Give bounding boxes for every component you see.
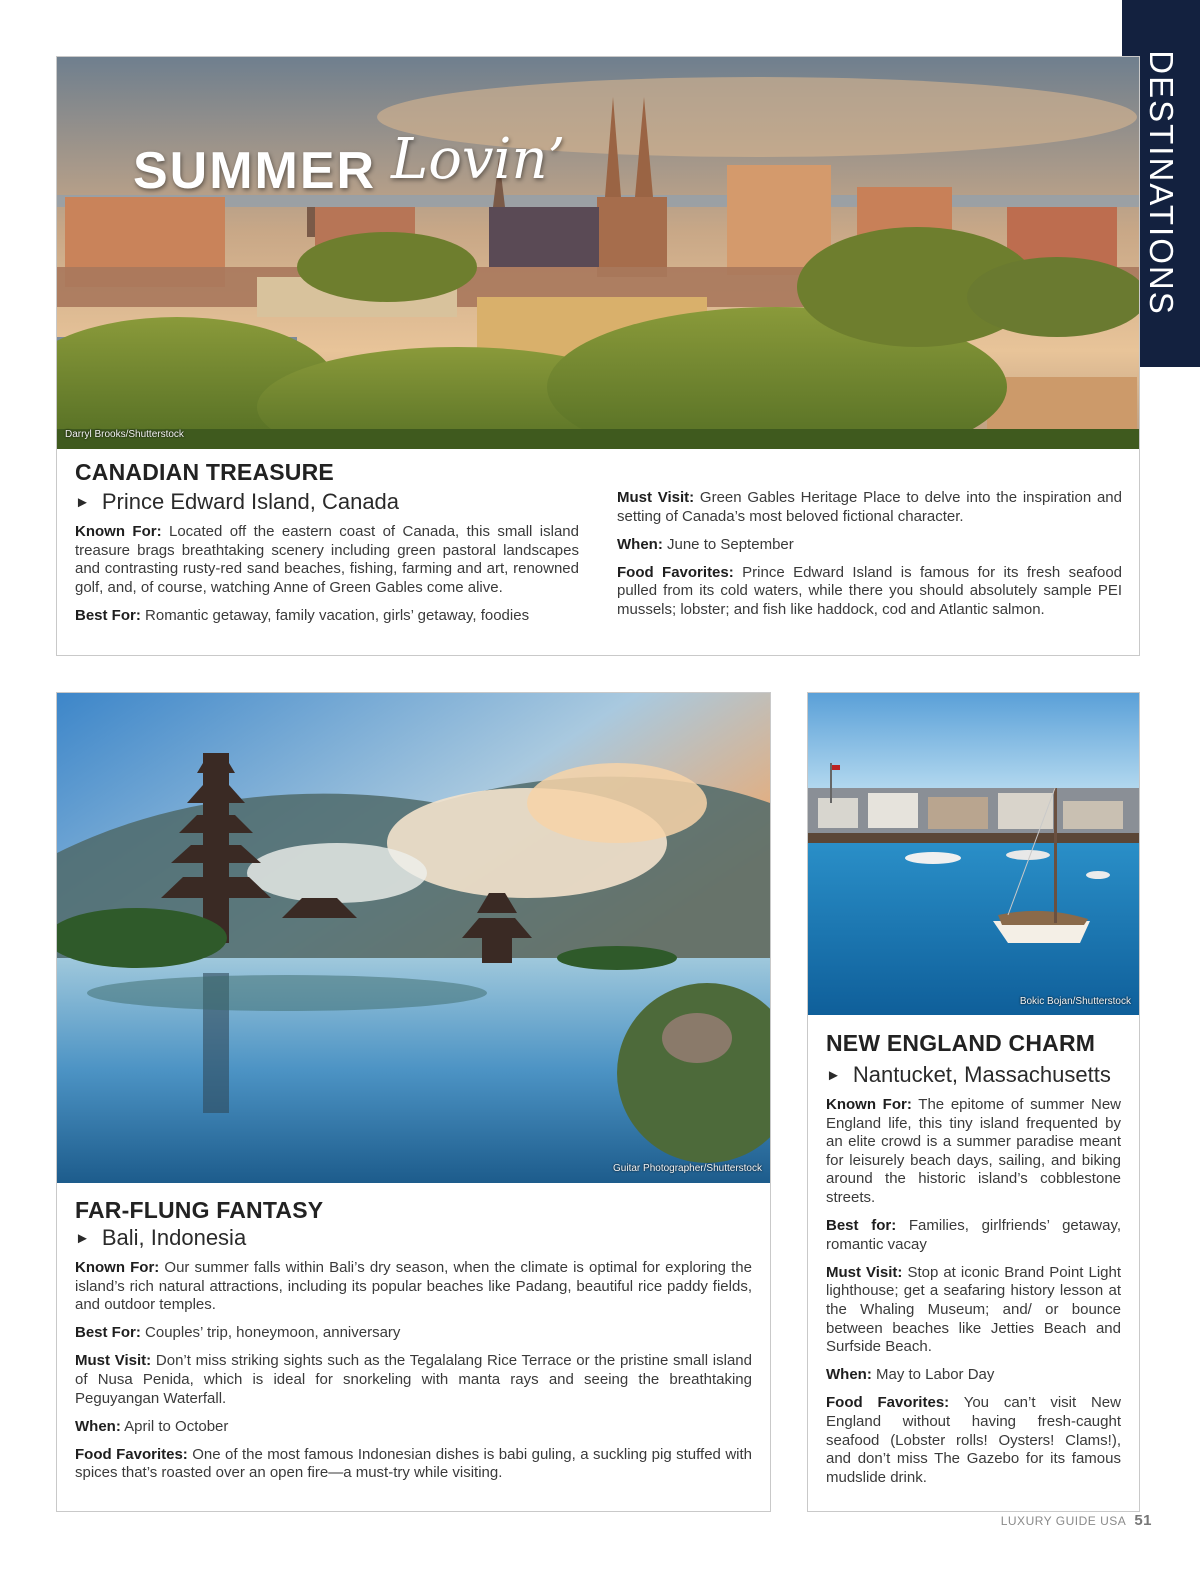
pei-must-visit: [617, 489, 1122, 526]
nantucket-harbor-illustration: [808, 693, 1139, 1015]
bali-must-visit: [75, 1352, 752, 1408]
nantucket-best-for: [826, 1217, 1121, 1254]
best-text: Couples’ trip, honeymoon, anniversary: [145, 1324, 401, 1342]
nantucket-headline: NEW ENGLAND CHARM: [826, 1030, 1096, 1056]
nantucket-photo-credit: Bokic Bojan/Shutterstock: [1019, 996, 1131, 1007]
pei-left-column: [75, 523, 579, 635]
known-text: The epitome of summer New England life, this tiny island frequented by an elite crowd is a summer paradise meant for leisurely beach days, sailing, and biking around the historic island’s cobblestone streets.: [826, 1096, 1121, 1206]
known-label: Known For:: [75, 523, 162, 540]
nantucket-must-visit: [826, 1264, 1121, 1357]
food-label: Food Favorites:: [617, 563, 734, 581]
pei-photo-credit: Darryl Brooks/Shutterstock: [65, 429, 184, 440]
publication-name: LUXURY GUIDE USA: [1000, 1514, 1127, 1528]
pei-when: [617, 536, 1122, 555]
food-label: Food Favorites:: [826, 1394, 950, 1412]
nantucket-card: [807, 692, 1140, 1512]
when-text: May to Labor Day: [876, 1366, 995, 1384]
triangle-right-icon: ►: [75, 1230, 90, 1247]
pei-best-for: [75, 607, 579, 626]
pei-right-column: [617, 489, 1122, 629]
section-tab-label: DESTINATIONS: [1143, 50, 1180, 316]
bali-photo-credit: Guitar Photographer/Shutterstock: [613, 1163, 762, 1174]
must-text: Stop at iconic Brand Point Light lighthouse; get a seafaring history lesson at the Whaling Museum; and/ or bounce between beaches like Jetties Beach and Surfside Beach.: [826, 1263, 1122, 1356]
pei-photo: [57, 57, 1139, 449]
best-label: Best for:: [826, 1217, 897, 1235]
best-label: Best For:: [75, 606, 141, 624]
bali-photo: [57, 693, 770, 1183]
title-main: SUMMER: [133, 142, 377, 200]
bali-location-text: Bali, Indonesia: [101, 1225, 247, 1250]
page-title: [133, 127, 566, 201]
must-label: Must Visit:: [617, 489, 695, 506]
page-footer: [1001, 1512, 1152, 1529]
pei-location-text: Prince Edward Island, Canada: [101, 489, 400, 514]
nantucket-location-text: Nantucket, Massachusetts: [852, 1062, 1111, 1087]
known-label: Known For:: [826, 1096, 912, 1113]
best-label: Best For:: [75, 1324, 141, 1342]
triangle-right-icon: ►: [826, 1067, 841, 1084]
nantucket-text-column: [826, 1096, 1121, 1497]
known-label: Known For:: [75, 1259, 160, 1276]
bali-food-favorites: [75, 1446, 752, 1483]
best-text: Families, girlfriends’ getaway, romantic vacay: [826, 1217, 1121, 1253]
when-label: When:: [75, 1417, 121, 1435]
must-label: Must Visit:: [75, 1352, 152, 1370]
bali-location: [75, 1225, 246, 1251]
when-text: April to October: [124, 1417, 229, 1435]
when-label: When:: [617, 535, 663, 553]
when-text: June to September: [667, 535, 794, 553]
page-number: 51: [1134, 1512, 1152, 1529]
nantucket-photo: [808, 693, 1139, 1015]
nantucket-location: [826, 1062, 1111, 1088]
bali-best-for: [75, 1324, 752, 1343]
title-script: Lovin’: [391, 127, 566, 192]
bali-when: [75, 1418, 752, 1437]
known-text: Located off the eastern coast of Canada, this small island treasure brags breathtaking scenery including green pastoral landscapes and contrasting rusty-red sand beaches, fishing, farming and art, renowned golf, and, of course, watching Anne of Green Gables come alive.: [75, 523, 579, 596]
must-text: Don’t miss striking sights such as the Tegalalang Rice Terrace or the pristine small island of Nusa Penida, which is ideal for snorkeling with manta rays and seeing the breathtaking Peguyangan Waterfall.: [75, 1352, 752, 1407]
bali-text-column: [75, 1259, 752, 1492]
when-label: When:: [826, 1366, 872, 1384]
pei-food-favorites: [617, 564, 1122, 620]
food-label: Food Favorites:: [75, 1445, 188, 1463]
nantucket-food-favorites: [826, 1394, 1121, 1487]
bali-card: [56, 692, 771, 1512]
best-text: Romantic getaway, family vacation, girls’ getaway, foodies: [145, 606, 530, 624]
pei-headline: CANADIAN TREASURE: [75, 459, 334, 485]
nantucket-when: [826, 1366, 1121, 1385]
known-text: Our summer falls within Bali’s dry season, when the climate is optimal for exploring the island’s rich natural attractions, including its popular beaches like Padang, beautiful rice paddy fields, and outdoor temples.: [75, 1259, 752, 1314]
nantucket-known-for: [826, 1096, 1121, 1208]
must-label: Must Visit:: [826, 1263, 903, 1281]
bali-headline: FAR-FLUNG FANTASY: [75, 1197, 324, 1223]
bali-temple-illustration: [57, 693, 770, 1183]
food-text: You can’t visit New England without having fresh-caught seafood (Lobster rolls! Oysters! Clams!), and don’t miss The Gazebo for its famous mudslide drink.: [826, 1394, 1121, 1486]
food-text: Prince Edward Island is famous for its fresh seafood pulled from its cold waters, while there you should absolutely sample PEI mussels; lobster; and fish like haddock, cod and Atlantic salmon.: [617, 563, 1123, 618]
pei-location: [75, 489, 399, 515]
pei-known-for: [75, 523, 579, 597]
must-text: Green Gables Heritage Place to delve into the inspiration and setting of Canada’s most beloved fictional character.: [617, 489, 1122, 525]
pei-town-illustration: [57, 57, 1139, 449]
food-text: One of the most famous Indonesian dishes is babi guling, a suckling pig stuffed with spices that’s roasted over an open fire—a must-try while visiting.: [75, 1445, 753, 1482]
triangle-right-icon: ►: [75, 494, 90, 511]
bali-known-for: [75, 1259, 752, 1315]
pei-card: [56, 56, 1140, 656]
